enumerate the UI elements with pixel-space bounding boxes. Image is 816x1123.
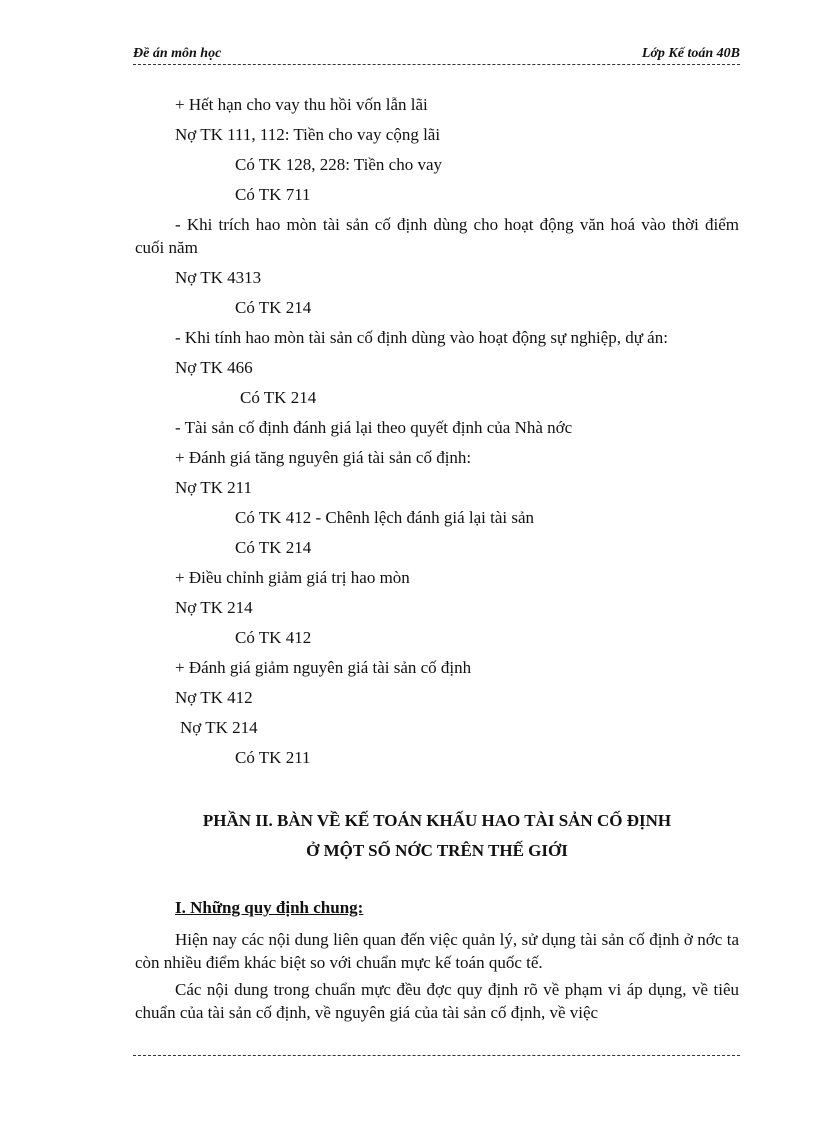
text-line: Có TK 214 bbox=[235, 298, 312, 317]
text-line: Nợ TK 466 bbox=[175, 358, 253, 377]
footer-divider bbox=[133, 1055, 740, 1056]
body-paragraph-2: Các nội dung trong chuẩn mực đều đợc quy định rõ về phạm vi áp dụng, về tiêu chuẩn của tài sản cố định, về nguyên giá của tài sản cố định, về việc bbox=[135, 980, 739, 1022]
page-header bbox=[133, 46, 740, 68]
text-line: - Khi tính hao mòn tài sản cố định dùng vào hoạt động sự nghiệp, dự án: bbox=[175, 328, 668, 347]
text-line: - Tài sản cố định đánh giá lại theo quyết định của Nhà nớc bbox=[175, 418, 573, 437]
body-paragraph-1: Hiện nay các nội dung liên quan đến việc quản lý, sử dụng tài sản cố định ở nớc ta còn nhiều điểm khác biệt so với chuẩn mực kế toán quốc tế. bbox=[135, 930, 739, 972]
subheading: I. Những quy định chung: bbox=[175, 898, 364, 917]
text-line: Có TK 211 bbox=[235, 748, 311, 767]
text-line: + Đánh giá giảm nguyên giá tài sản cố định bbox=[175, 658, 472, 677]
section-title-line-2: Ở MỘT SỐ NỚC TRÊN THẾ GIỚI bbox=[306, 841, 568, 860]
header-course-title: Đề án môn học bbox=[133, 46, 222, 61]
text-line: Nợ TK 412 bbox=[175, 688, 253, 707]
text-line: + Đánh giá tăng nguyên giá tài sản cố định: bbox=[175, 448, 472, 467]
text-paragraph: - Khi trích hao mòn tài sản cố định dùng cho hoạt động văn hoá vào thời điểm cuối năm bbox=[135, 215, 739, 257]
text-line: + Hết hạn cho vay thu hồi vốn lẫn lãi bbox=[175, 95, 428, 114]
text-line: Có TK 128, 228: Tiền cho vay bbox=[235, 155, 443, 174]
text-line: Nợ TK 4313 bbox=[175, 268, 262, 287]
text-line: Nợ TK 214 bbox=[175, 598, 253, 617]
text-line: + Điều chỉnh giảm giá trị hao mòn bbox=[175, 568, 410, 587]
header-divider bbox=[133, 64, 740, 65]
text-line: Có TK 711 bbox=[235, 185, 311, 204]
header-class-name: Lớp Kế toán 40B bbox=[641, 46, 740, 61]
text-line: Nợ TK 214 bbox=[180, 718, 258, 737]
text-line: Có TK 412 bbox=[235, 628, 312, 647]
text-line: Nợ TK 211 bbox=[175, 478, 252, 497]
text-line: Nợ TK 111, 112: Tiền cho vay cộng lãi bbox=[175, 125, 441, 144]
section-title-line-1: PHẦN II. BÀN VỀ KẾ TOÁN KHẤU HAO TÀI SẢN CỐ ĐỊNH bbox=[202, 811, 672, 830]
text-line: Có TK 214 bbox=[235, 538, 312, 557]
text-line: Có TK 214 bbox=[240, 388, 317, 407]
text-line: Có TK 412 - Chênh lệch đánh giá lại tài sản bbox=[235, 508, 535, 527]
